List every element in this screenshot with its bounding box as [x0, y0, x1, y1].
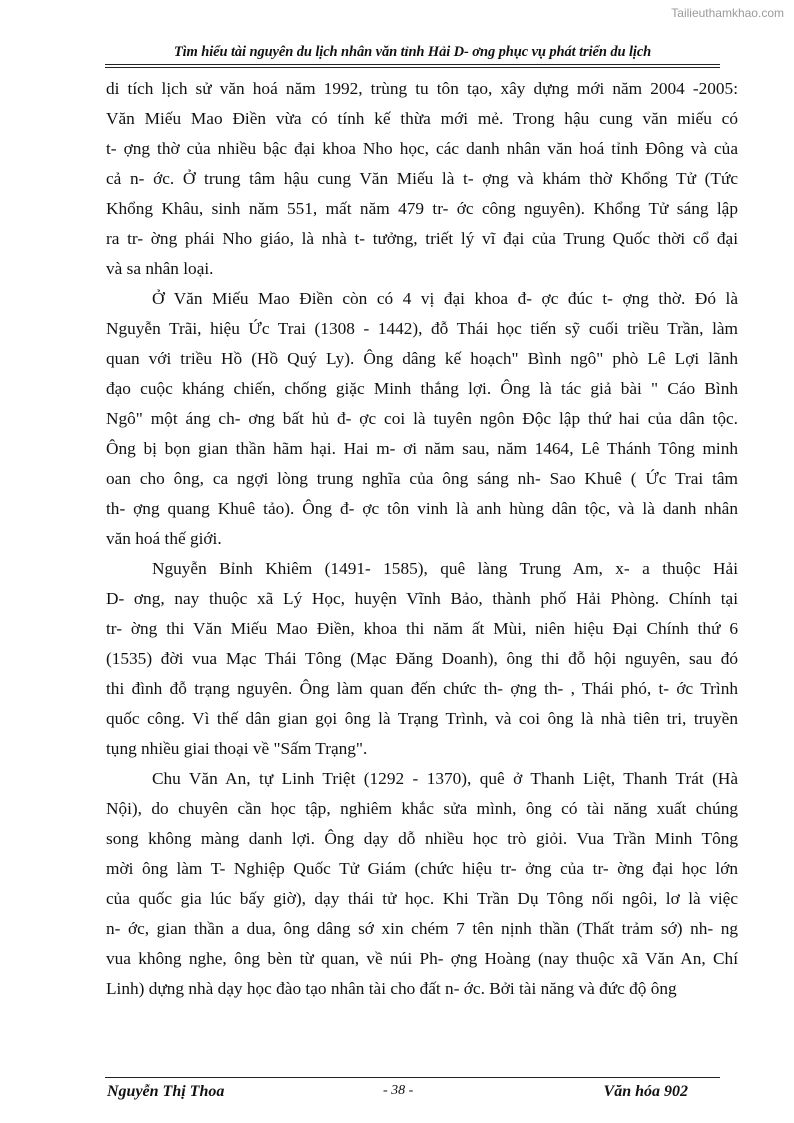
- text-line: (1535) đời vua Mạc Thái Tông (Mạc Đăng Doanh), ông thi đỗ hội nguyên, sau đó: [106, 649, 738, 668]
- text-line: song không màng danh lợi. Ông dạy dỗ nhiều học trò giỏi. Vua Trần Minh Tông: [106, 829, 738, 848]
- text-line: của quốc gia lúc bấy giờ), dạy thái tử học. Khi Trần Dụ Tông nối ngôi, lơ là việc: [106, 889, 738, 908]
- text-line: tr- ờng thi Văn Miếu Mao Điền, khoa thi năm ất Mùi, niên hiệu Đại Chính thứ 6: [106, 619, 738, 638]
- text-line: D- ơng, nay thuộc xã Lý Học, huyện Vĩnh Bảo, thành phố Hải Phòng. Chính tại: [106, 589, 738, 608]
- watermark: Tailieuthamkhao.com: [671, 6, 784, 20]
- text-line: Khổng Khâu, sinh năm 551, mất năm 479 tr- ớc công nguyên). Khổng Tử sáng lập: [106, 199, 738, 218]
- text-line: quốc công. Vì thế dân gian gọi ông là Trạng Trình, và coi ông là nhà tiên tri, truyền: [106, 709, 738, 728]
- text-line: ra tr- ờng phái Nho giáo, là nhà t- tưởng, triết lý vĩ đại của Trung Quốc thời cổ đại: [106, 229, 738, 248]
- text-line: mời ông làm T- Nghiệp Quốc Tử Giám (chức hiệu tr- ởng của tr- ờng đại học lớn: [106, 859, 738, 878]
- page-header: Tìm hiểu tài nguyên du lịch nhân văn tỉnh Hải D- ơng phục vụ phát triển du lịch: [173, 44, 652, 60]
- header-rule-double: [105, 67, 720, 68]
- text-line: Nội), do chuyên cần học tập, nghiêm khắc sửa mình, ông có tài năng xuất chúng: [106, 799, 738, 818]
- text-line: Ngô" một áng ch- ơng bất hủ đ- ợc coi là tuyên ngôn Độc lập thứ hai của dân tộc.: [106, 409, 738, 428]
- footer-course: Văn hóa 902: [603, 1083, 688, 1100]
- text-line: văn hoá thế giới.: [106, 529, 222, 548]
- paragraph-3: [106, 554, 738, 764]
- paragraph-4: [106, 764, 738, 1004]
- text-line: thi đình đỗ trạng nguyên. Ông làm quan đến chức th- ợng th- , Thái phó, t- ớc Trình: [106, 679, 738, 698]
- text-line: Văn Miếu Mao Điền vừa có tính kế thừa mới mẻ. Trong hậu cung văn miếu có: [106, 109, 738, 128]
- paragraph-2: [106, 284, 738, 554]
- text-line: di tích lịch sử văn hoá năm 1992, trùng tu tôn tạo, xây dựng mới năm 2004 -2005:: [106, 79, 738, 98]
- text-line: Chu Văn An, tự Linh Triệt (1292 - 1370), quê ở Thanh Liệt, Thanh Trát (Hà: [152, 769, 738, 788]
- text-line: Ở Văn Miếu Mao Điền còn có 4 vị đại khoa đ- ợc đúc t- ợng thờ. Đó là: [152, 289, 738, 308]
- header-rule: [105, 64, 720, 65]
- text-line: đạo cuộc kháng chiến, chống giặc Minh thắng lợi. Ông là tác giả bài " Cáo Bình: [106, 379, 738, 398]
- paragraph-1: [106, 74, 738, 284]
- text-line: vua không nghe, ông bèn từ quan, về núi Ph- ợng Hoàng (nay thuộc xã Văn An, Chí: [106, 949, 738, 968]
- document-body: [106, 74, 738, 1004]
- text-line: oan cho ông, ca ngợi lòng trung nghĩa của ông sáng nh- Sao Khuê ( Ức Trai tâm: [106, 469, 738, 488]
- text-line: Ông bị bọn gian thần hãm hại. Hai m- ơi năm sau, năm 1464, Lê Thánh Tông minh: [106, 439, 738, 458]
- text-line: quan với triều Hồ (Hồ Quý Ly). Ông dâng kế hoạch" Bình ngô" phò Lê Lợi lãnh: [106, 349, 738, 368]
- footer-author: Nguyễn Thị Thoa: [107, 1083, 225, 1100]
- text-line: tụng nhiều giai thoại về "Sấm Trạng".: [106, 739, 368, 758]
- text-line: th- ợng quang Khuê tảo). Ông đ- ợc tôn vinh là anh hùng dân tộc, và là danh nhân: [106, 499, 738, 518]
- text-line: n- ớc, gian thần a dua, ông dâng sớ xin chém 7 tên nịnh thần (Thất trảm sớ) nh- ng: [106, 919, 738, 938]
- text-line: Linh) dựng nhà dạy học đào tạo nhân tài cho đất n- ớc. Bởi tài năng và đức độ ông: [106, 979, 677, 998]
- text-line: t- ợng thờ của nhiều bậc đại khoa Nho học, các danh nhân văn hoá tỉnh Đông và của: [106, 139, 738, 158]
- text-line: Nguyễn Trãi, hiệu Ức Trai (1308 - 1442), đỗ Thái học tiến sỹ cuối triều Trần, làm: [106, 319, 738, 338]
- text-line: và sa nhân loại.: [106, 259, 214, 278]
- footer-rule: [105, 1077, 720, 1078]
- text-line: cả n- ớc. Ở trung tâm hậu cung Văn Miếu là t- ợng và khám thờ Khổng Tử (Tức: [106, 169, 738, 188]
- text-line: Nguyễn Bỉnh Khiêm (1491- 1585), quê làng Trung Am, x- a thuộc Hải: [152, 559, 738, 578]
- page-number: - 38 -: [383, 1083, 414, 1098]
